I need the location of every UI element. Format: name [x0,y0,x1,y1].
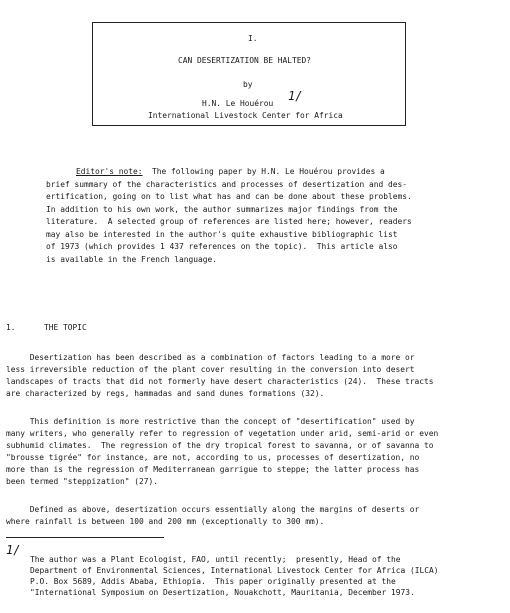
section-number: 1. [6,323,16,332]
body-line: Desertization has been described as a combination of factors leading to a more or [6,353,415,362]
section-heading: THE TOPIC [44,323,87,332]
editors-note-line: brief summary of the characteristics and processes of desertization and des- [46,180,408,189]
editors-note-line: may also be interested in the author's quite exhaustive bibliographic list [46,230,398,239]
editors-note-line: of 1973 (which provides 1 437 references on the topic). This article also [46,242,398,251]
body-line: Defined as above, desertization occurs essentially along the margins of deserts or [6,505,420,514]
footnote-line: "International Symposium on Desertization, Nouakchott, Mauritania, December 1973. [30,588,415,597]
section-number: I. [248,34,258,43]
body-line: been termed "steppization" (27). [6,477,159,486]
author-affiliation: International Livestock Center for Africa [148,111,343,120]
editors-note-line: is available in the French language. [46,255,218,264]
footnote-line: The author was a Plant Ecologist, FAO, until recently; presently, Head of the [30,555,401,564]
editors-note-line: ertification, going on to list what has and can be done about these problems. [46,192,412,201]
body-line: landscapes of tracts that did not formerly have desert characteristics (24). These tracts [6,377,434,386]
paper-title: CAN DESERTIZATION BE HALTED? [178,56,312,65]
body-line: more than is the regression of Mediterranean garrigue to steppe; the latter process has [6,465,420,474]
byline: by [243,80,253,89]
body-line: where rainfall is between 100 and 200 mm (exceptionally to 300 mm). [6,517,325,526]
footnote-mark: 1/ [6,543,21,557]
editors-note-label: Editor's note: [76,167,143,176]
author-footnote-mark: 1/ [288,89,303,103]
editors-note-line: In addition to his own work, the author summarizes major findings from the [46,205,398,214]
editors-note-line: The following paper by H.N. Le Houérou provides a [142,167,385,176]
body-line: many writers, who generally refer to regression of vegetation under arid, semi-arid or even [6,429,439,438]
body-line: are characterized by regs, hammadas and sand dunes formations (32). [6,389,325,398]
body-line: "brousse tigrée" for instance, are not, according to us, processes of desertization, no [6,453,420,462]
body-line: This definition is more restrictive than the concept of "desertification" used by [6,417,415,426]
body-line: subhumid climates. The regression of the dry tropical forest to savanna, or of savanna to [6,441,434,450]
footnote-rule [6,537,164,538]
author-name: H.N. Le Houérou [202,99,274,108]
footnote-line: P.O. Box 5689, Addis Ababa, Ethiopia. This paper originally presented at the [30,577,396,586]
footnote-line: Department of Environmental Sciences, International Livestock Center for Africa (ILCA) [30,566,439,575]
editors-note-line: literature. A selected group of references are listed here; however, readers [46,217,412,226]
body-line: less irreversible reduction of the plant cover resulting in the conversion into desert [6,365,415,374]
